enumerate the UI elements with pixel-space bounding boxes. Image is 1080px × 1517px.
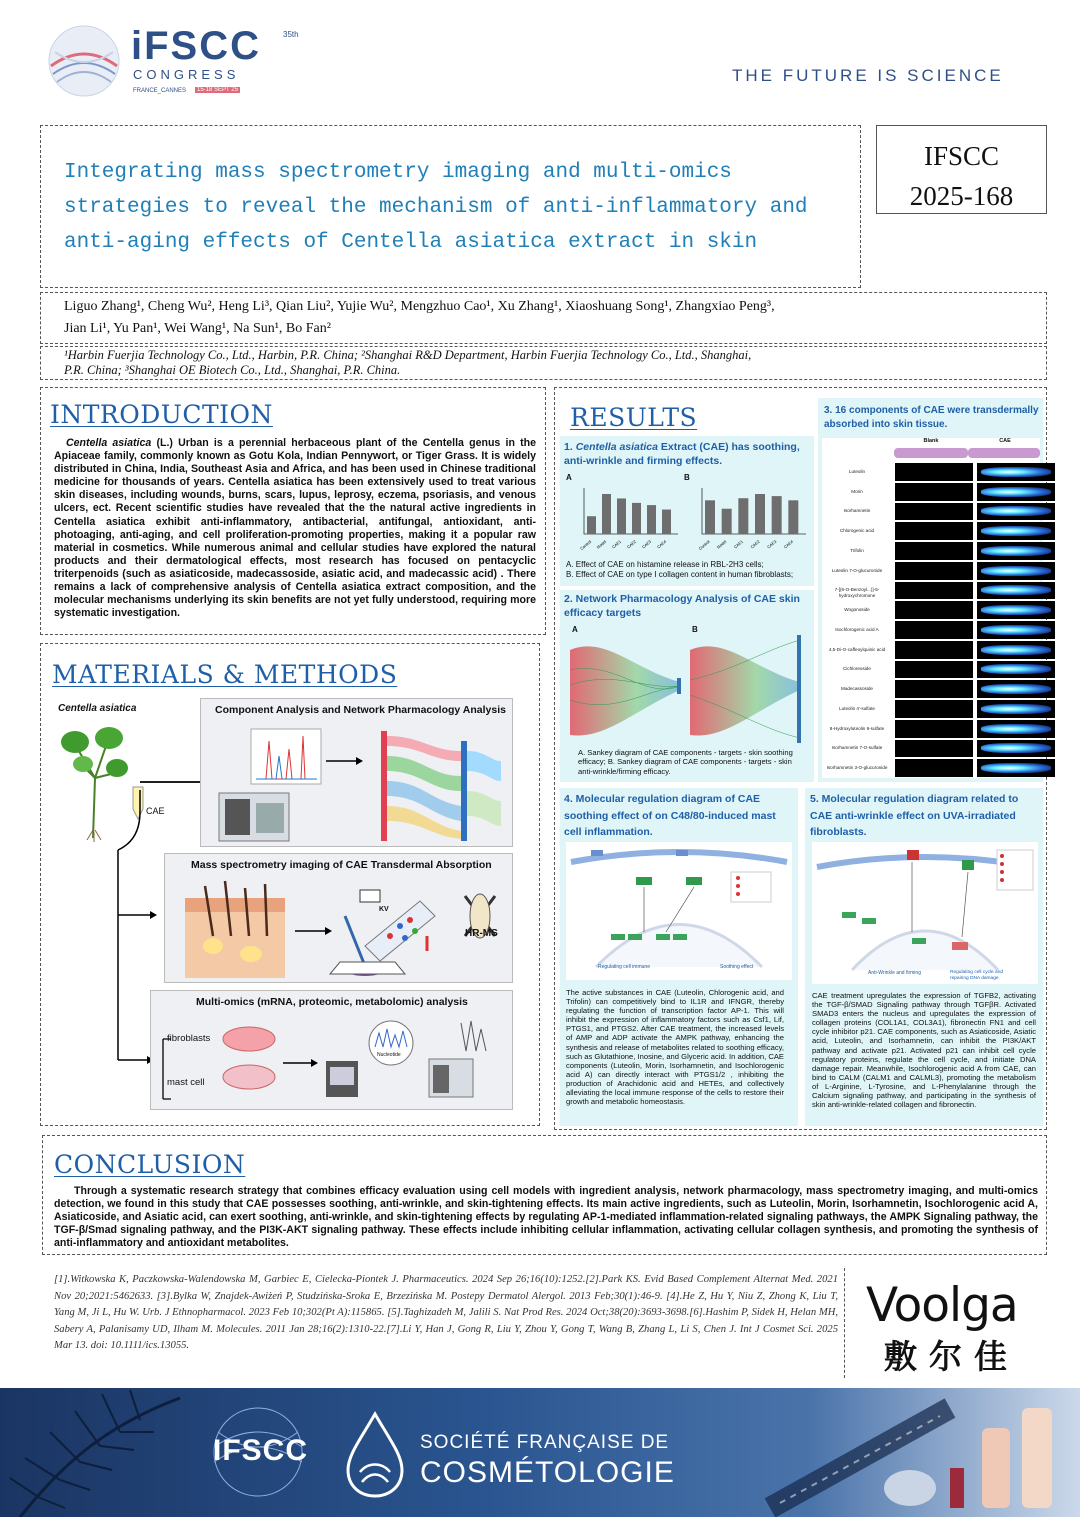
references-divider bbox=[844, 1268, 845, 1378]
msi-blank-image bbox=[895, 601, 973, 619]
histamine-bar bbox=[617, 498, 626, 534]
cosmetics-decoration bbox=[750, 1388, 1080, 1517]
msi-cae-image bbox=[977, 522, 1055, 540]
references: [1].Witkowska K, Paczkowska-Walendowska M, Garbiec E, Cielecka-Piontek J. Pharmaceutics. 2024 Sep 26;16(10):1252.[2].Park KS. Evid Based Complement Alternat Med. 2021 Nov 20;2021:5462633. [3].Bylka W, Znajdek-Awiżeń P, Studzińska-Sroka E, Brzezińska M. Postepy Dermatol Alergol. 2013 Feb;30(1):46-9. [4].He Z, Hu Y, Niu Z, Zhong K, Liu T, Yang M, Ji L, Hu W. Urb. J Ethnopharmacol. 2023 Feb 10;302(Pt A):115865. [5].Taghizadeh M, Jalili S. Nat Prod Res. 2024 Oct;38(20):3693-3698.[6].Hashim P, Sidek H, Helan MH, Sabery A, Palanisamy UD, Ilham M. Molecules. 2011 Jan 28;16(2):1310-22.[7].Li Y, Han J, Gong R, Liu Y, Zhou Y, Gong T, Wang B, Zhang L, Li S, Chen J. Int J Cosmet Sci. 2025 Mar 13. doi: 10.1111/ics.13055. bbox=[54, 1274, 838, 1351]
msi-cae-image bbox=[977, 601, 1055, 619]
msi-blank-image bbox=[895, 759, 973, 777]
introduction-text: Centella asiatica (L.) Urban is a perennial herbaceous plant of the Centella genus in the Apiaceae family, commonly known as Gotu Kola, Indian Pennywort, or Tiger Grass. It is widely distributed in China, India, Southeast Asia and Africa, and has been used in Chinese traditional medicine for thousands of years. Centella asiatica has been extensively used to treat various skin diseases, including wounds, burns, scars, lupus, leprosy, eczema, psoriasis, and venous ulcers, ect. Recent scientific studies have revealed that the the natural active ingredients in Centella asiatica exhibit anti-inflammatory, antibacterial, antifungal, antioxidant, anti-photoaging, anti-aging, and cell proliferation-promoting properties, making it a popular raw material in cosmetics. While numerous animal and cellular studies have explored the natural products and their dermatological effects, most research has focused on pentacyclic triterpenoids (such as asiaticoside, madecassoside, asiatic acid, and madecassic acid) . There remains a lack of comprehensive analysis of Centella asiatica extract composition, and the molecular mechanisms underlying its skin benefits are not yet fully understood, requiring more systematic investigation. bbox=[54, 437, 536, 620]
footer-band bbox=[0, 1388, 1080, 1517]
affiliations: ¹Harbin Fuerjia Technology Co., Ltd., Harbin, P.R. China; ²Shanghai R&D Department, Harbin Fuerjia Technology Co., Ltd., Shanghai, P.R. China; ³Shanghai OE Biotech Co., Ltd., Shanghai, P.R. China. bbox=[64, 348, 752, 377]
msi-signal bbox=[981, 526, 1051, 536]
msi-cae-image bbox=[977, 483, 1055, 501]
histamine-tick-label: Model bbox=[595, 538, 608, 550]
methods-heading: MATERIALS & METHODS bbox=[52, 660, 398, 689]
sankey-b-label: B bbox=[692, 625, 698, 634]
msi-blank-image bbox=[895, 621, 973, 639]
title-line: strategies to reveal the mechanism of anti-inflammatory and bbox=[64, 196, 808, 219]
msi-cae-image bbox=[977, 661, 1055, 679]
chart-a-label: A bbox=[566, 473, 572, 482]
histamine-bar bbox=[647, 505, 656, 534]
msi-cae-image bbox=[977, 542, 1055, 560]
msi-cae-image bbox=[977, 562, 1055, 580]
introduction-heading: INTRODUCTION bbox=[50, 400, 273, 429]
conclusion-heading: CONCLUSION bbox=[54, 1150, 246, 1179]
msi-row bbox=[822, 679, 1040, 699]
results-heading: RESULTS bbox=[570, 403, 698, 432]
msi-row bbox=[822, 640, 1040, 660]
diag4-label-a: Regulating cell immune bbox=[598, 964, 650, 970]
msi-component-label: Isochlorogenic acid A bbox=[835, 626, 879, 632]
msi-component-label: Luteolin bbox=[848, 468, 866, 474]
msi-row bbox=[822, 739, 1040, 759]
msi-component-label: 8-Hydroxyluteolin 8-sulfate bbox=[829, 725, 885, 731]
msi-component-label: Luteolin 4'-sulfate bbox=[839, 705, 875, 711]
result2-title: 2. Network Pharmacology Analysis of CAE skin efficacy targets bbox=[564, 593, 800, 619]
msi-figure bbox=[164, 853, 513, 983]
msi-signal bbox=[981, 704, 1051, 714]
voolga-logo: Voolga bbox=[866, 1278, 1018, 1333]
msi-cae-image bbox=[977, 641, 1055, 659]
msi-row bbox=[822, 521, 1040, 541]
msi-signal bbox=[981, 684, 1051, 694]
diag4-label-b: Soothing effect bbox=[720, 964, 754, 970]
multi-omics-illustration bbox=[151, 1011, 512, 1111]
msi-cae-image bbox=[977, 720, 1055, 738]
title-line: Integrating mass spectrometry imaging and multi-omics bbox=[64, 161, 732, 184]
msi-component-label: Cichloreoside bbox=[843, 666, 871, 672]
collagen-tick-label: CAE1 bbox=[732, 538, 744, 550]
msi-signal bbox=[981, 743, 1051, 753]
msi-blank-image bbox=[895, 542, 973, 560]
tagline: THE FUTURE IS SCIENCE bbox=[732, 66, 1004, 85]
histamine-tick-label: CAE4 bbox=[655, 538, 668, 550]
mast-cell-label: mast cell bbox=[167, 1077, 205, 1088]
mast-cell-regulation-diagram bbox=[566, 842, 792, 980]
msi-row bbox=[822, 502, 1040, 522]
skin-section-cae bbox=[968, 448, 1040, 458]
poster-code: IFSCC 2025-168 bbox=[909, 141, 1014, 211]
result5-title: 5. Molecular regulation diagram related to CAE anti-wrinkle effect on UVA-irradiated fibroblasts. bbox=[810, 793, 1019, 838]
skin-section-blank bbox=[894, 448, 968, 458]
diag5-label-b: Regulating cell cycle and repairing DNA damage bbox=[950, 970, 1004, 981]
msi-component-label: Isorhamnetin 7-O-sulfate bbox=[831, 745, 883, 751]
msi-row bbox=[822, 462, 1040, 482]
chart-b-label: B bbox=[684, 473, 690, 482]
logo-text: iFSCC bbox=[131, 24, 261, 68]
msi-cae-image bbox=[977, 621, 1055, 639]
msi-signal bbox=[981, 467, 1051, 477]
msi-component-label: Chlorogenic acid bbox=[839, 528, 875, 534]
sfc-drop-icon bbox=[340, 1410, 410, 1500]
msi-component-label: 4,5-Di-O-caffeoylquinic acid bbox=[828, 646, 886, 652]
skin-and-msi-illustration bbox=[165, 876, 512, 981]
msi-signal bbox=[981, 506, 1051, 516]
result2-caption: A. Sankey diagram of CAE components - targets - skin soothing efficacy; B. Sankey diagram of CAE components - targets - skin anti-wrinkle/firming efficacy. bbox=[578, 748, 793, 776]
result4-title: 4. Molecular regulation diagram of CAE soothing effect of on C48/80-induced mast cell inflammation. bbox=[564, 793, 776, 838]
msi-cae-image bbox=[977, 463, 1055, 481]
msi-signal bbox=[981, 664, 1051, 674]
msi-component-label: Madecassoside bbox=[841, 686, 873, 692]
msi-blank-image bbox=[895, 562, 973, 580]
msi-row bbox=[822, 581, 1040, 601]
histamine-tick-label: Control bbox=[579, 538, 593, 552]
globe-icon bbox=[45, 22, 123, 100]
msi-cae-image bbox=[977, 759, 1055, 777]
footer-sfc-line1: SOCIÉTÉ FRANÇAISE DE bbox=[420, 1432, 670, 1453]
msi-row bbox=[822, 699, 1040, 719]
histamine-tick-label: CAE2 bbox=[625, 538, 638, 550]
fibroblasts-label: fibroblasts bbox=[167, 1033, 211, 1044]
msi-row bbox=[822, 482, 1040, 502]
msi-blank-image bbox=[895, 641, 973, 659]
kv-label: KV bbox=[379, 906, 389, 913]
logo-number: 35th bbox=[283, 30, 299, 39]
msi-row bbox=[822, 620, 1040, 640]
msi-cae-image bbox=[977, 680, 1055, 698]
msi-blank-image bbox=[895, 503, 973, 521]
msi-component-label: 7-[(6-O-Benzoyl...)]-5-hydroxychromone bbox=[834, 587, 880, 599]
msi-row bbox=[822, 758, 1040, 778]
ifscc-logo bbox=[45, 22, 299, 100]
collagen-tick-label: CAE2 bbox=[749, 538, 761, 550]
msi-row bbox=[822, 561, 1040, 581]
component-analysis-figure bbox=[200, 698, 513, 847]
msi-component-label: Isorhamnetin 3-O-glucuronide bbox=[826, 765, 888, 771]
histamine-bar bbox=[662, 510, 671, 534]
logo-dates: 15-18 SEPT 25 bbox=[197, 87, 238, 93]
msi-signal bbox=[981, 605, 1051, 615]
result4-text: The active substances in CAE (Luteolin, Chlorogenic acid, and Trifolin) can competitively bind to IL1R and IFNGR, thereby regulating the function of transcription factor AP-1. This will inhibit the expression of inflammatory factors such as Csf1, Lif, PTGS1, and PTGS2. After CAE treatment, the increased levels of AMP and ADP activate the AMPK pathway, enhancing the synthesis and release of metabolites related to soothing efficacy, such as Glutathione, Inosine, and Glyceric acid. In addition, CAE components (Luteolin, Morin, Isorhamnetin, and Isochlorogenic acid A) can directly interact with PTGS1/2 , inhibiting the production of Arachidonic acid and HETEs, and collectively alleviating the local immune response of the cells to restore their growth and metabolic homeostasis. bbox=[566, 988, 784, 1107]
multi-omics-title: Multi-omics (mRNA, proteomic, metabolomic) analysis bbox=[196, 996, 468, 1008]
histamine-tick-label: CAE1 bbox=[610, 538, 623, 550]
msi-blank-image bbox=[895, 522, 973, 540]
histamine-bar bbox=[602, 494, 611, 534]
msi-row bbox=[822, 541, 1040, 561]
msi-cae-image bbox=[977, 503, 1055, 521]
footer-sfc-line2: COSMÉTOLOGIE bbox=[420, 1456, 675, 1489]
histamine-bar bbox=[587, 516, 596, 534]
column-blank-label: Blank bbox=[923, 438, 939, 444]
collagen-tick-label: CAE4 bbox=[782, 538, 794, 550]
histamine-bar-chart bbox=[572, 480, 680, 552]
authors: Liguo Zhang¹, Cheng Wu², Heng Li³, Qian Liu², Yujie Wu², Mengzhuo Cao¹, Xu Zhang¹, Xiaoshuang Song¹, Zhangxiao Peng³, Jian Li¹, Yu Pan¹, Wei Wang¹, Na Sun¹, Bo Fan² bbox=[64, 299, 775, 336]
msi-component-label: Isorhamnetin bbox=[843, 508, 871, 514]
ms-rows bbox=[822, 462, 1040, 778]
msi-signal bbox=[981, 585, 1051, 595]
sankey-a-label: A bbox=[572, 625, 578, 634]
nucleotide-label: Nucleotide bbox=[377, 1052, 401, 1058]
conclusion-text: Through a systematic research strategy that combines efficacy evaluation using cell models with ingredient analysis, network pharmacology, mass spectrometry imaging, and multi-omics detection, we found in this study that CAE possesses soothing, anti-wrinkle, and skin-tightening effects. Its main active ingredients, such as Luteolin, Morin, Isorhamnetin, Isochlorogenic acid A, Asiaticoside, and Asiatic acid, can exert soothing, anti-wrinkle, and skin-tightening effects by regulating AP-1-mediated inflammation-related signaling pathways, the AMPK Signaling pathway, the TGF-β/Smad signaling pathway, and the PI3K-AKT signaling pathway. These effects include inhibiting cellular inflammation, activating cellular collagen synthesis, and promoting the synthesis of anti-inflammatory and antioxidant metabolites. bbox=[54, 1185, 1038, 1249]
msi-blank-image bbox=[895, 582, 973, 600]
collagen-tick-label: CAE3 bbox=[766, 538, 778, 550]
result1-title: 1. Centella asiatica Extract (CAE) has soothing, anti-wrinkle and firming effects. bbox=[564, 441, 800, 467]
msi-blank-image bbox=[895, 463, 973, 481]
msi-cae-image bbox=[977, 582, 1055, 600]
collagen-bar bbox=[772, 496, 782, 534]
msi-component-label: Luteolin 7-O-glucuronide bbox=[831, 567, 883, 573]
plant-label: Centella asiatica bbox=[58, 703, 137, 714]
footer-ifscc: IFSCC bbox=[213, 1434, 308, 1467]
msi-blank-image bbox=[895, 661, 973, 679]
voolga-chinese: 敷尔佳 bbox=[884, 1338, 1019, 1375]
cae-label: CAE bbox=[146, 806, 165, 816]
msi-signal bbox=[981, 625, 1051, 635]
msi-component-label: Morin bbox=[851, 488, 863, 494]
msi-signal bbox=[981, 546, 1051, 556]
msi-blank-image bbox=[895, 720, 973, 738]
histamine-bar bbox=[632, 503, 641, 534]
msi-blank-image bbox=[895, 700, 973, 718]
fibroblast-regulation-diagram bbox=[812, 842, 1038, 984]
result1-caption: A. Effect of CAE on histamine release in RBL-2H3 cells; B. Effect of CAE on type I collagen content in human fibroblasts; bbox=[566, 560, 794, 579]
collagen-bar-chart bbox=[690, 480, 808, 552]
chromatogram-and-sankey bbox=[201, 721, 512, 846]
logo-congress: CONGRESS bbox=[133, 67, 240, 82]
msi-cae-image bbox=[977, 740, 1055, 758]
msi-blank-image bbox=[895, 680, 973, 698]
collagen-bar bbox=[705, 500, 715, 534]
logo-location: FRANCE_CANNES bbox=[133, 88, 187, 94]
sankey-diagrams bbox=[565, 630, 810, 745]
msi-component-label: Wogonoside bbox=[844, 607, 870, 613]
result3-title: 3. 16 components of CAE were transdermally absorbed into skin tissue. bbox=[824, 405, 1039, 430]
component-analysis-title: Component Analysis and Network Pharmacology Analysis bbox=[215, 704, 506, 716]
palm-leaves-decoration bbox=[0, 1388, 200, 1517]
poster-title bbox=[64, 155, 854, 260]
msi-title: Mass spectrometry imaging of CAE Transdermal Absorption bbox=[191, 859, 492, 871]
collagen-bar bbox=[738, 498, 748, 534]
msi-blank-image bbox=[895, 483, 973, 501]
msi-row bbox=[822, 719, 1040, 739]
hrms-label: HR-MS bbox=[465, 928, 498, 939]
collagen-bar bbox=[755, 494, 765, 534]
diag5-label-a: Anti-Wrinkle and firming bbox=[868, 970, 921, 976]
multi-omics-figure bbox=[150, 990, 513, 1110]
collagen-tick-label: Model bbox=[715, 538, 728, 550]
title-line: anti-aging effects of Centella asiatica extract in skin bbox=[64, 231, 758, 254]
collagen-bar bbox=[788, 500, 798, 534]
msi-row bbox=[822, 660, 1040, 680]
msi-signal bbox=[981, 645, 1051, 655]
msi-row bbox=[822, 600, 1040, 620]
msi-cae-image bbox=[977, 700, 1055, 718]
msi-signal bbox=[981, 487, 1051, 497]
collagen-tick-label: Control bbox=[697, 538, 711, 552]
msi-signal bbox=[981, 724, 1051, 734]
msi-component-label: Trifolin bbox=[850, 547, 864, 553]
msi-signal bbox=[981, 763, 1051, 773]
msi-blank-image bbox=[895, 740, 973, 758]
histamine-tick-label: CAE3 bbox=[640, 538, 653, 550]
result5-text: CAE treatment upregulates the expression of TGFB2, activating the TGF-β/SMAD Signaling pathway through TGFβR. Activated SMAD3 enters the nucleus and upregulates the expression of collagen proteins (COL1A1, COL3A1), fibronectin FN1 and cell cycle inhibitor p21. CAE components, such as Asiaticoside, Asiatic acid, Luteolin, and Isorhamnetin, can inhibit the PI3K/AKT pathway and activate p21. Activated p21 can inhibit cell cycle regulatory proteins, regulate the cell cycle, and initiate DNA damage repair. Meanwhile, Isochlorogenic acid A from CAE, can bind to CALM (CALM1 and CALML3), promoting the metabolism of L-Arginine, L-Tyrosine, and L-Phenylalanine through the Calcium signaling pathway, and participating in the synthesis of skin anti-wrinkle-related collagen and fibronectin. bbox=[812, 991, 1036, 1110]
collagen-bar bbox=[722, 509, 732, 534]
msi-image-grid bbox=[822, 438, 1040, 778]
msi-signal bbox=[981, 566, 1051, 576]
column-cae-label: CAE bbox=[999, 438, 1011, 444]
